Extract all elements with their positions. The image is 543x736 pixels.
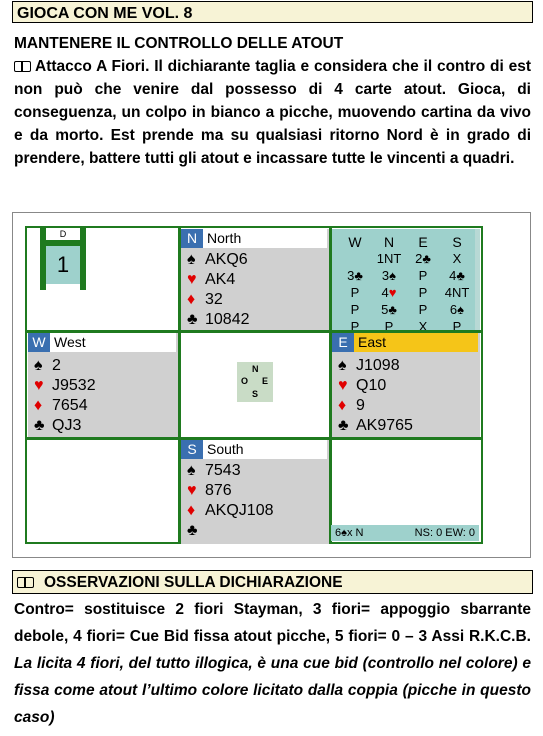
south-hand: [181, 440, 329, 544]
player-name-south: South: [207, 441, 244, 457]
west-hearts: J9532: [52, 377, 96, 394]
section-subtitle: MANTENERE IL CONTROLLO DELLE ATOUT: [14, 35, 344, 52]
seat-badge-north: N: [181, 229, 203, 248]
bid-cell: 1NT: [376, 251, 402, 266]
bid-cell: X: [418, 319, 428, 330]
intro-text: Attacco A Fiori. Il dichiarante taglia e considera che il contro di est non può che venire dal possesso di 4 carte atout. Gioca, di conseguenza, un colpo in bianco a picche, muovendo cartina da vivo e da morto. Est prende ma su qualsiasi ritorno Nord è in grado di prendere, battere tutti gli atout e incassare tutte le vincenti a quadri.: [14, 58, 531, 167]
spade-icon: ♠: [34, 357, 43, 374]
north-spades: AKQ6: [205, 251, 248, 268]
spade-icon: ♠: [187, 462, 196, 479]
book-icon: [14, 61, 31, 72]
seat-badge-east: E: [332, 333, 354, 352]
west-diamonds: 7654: [52, 397, 88, 414]
bid-cell: P: [452, 319, 462, 330]
compass-icon: [237, 362, 273, 402]
bid-cell: P: [384, 319, 394, 330]
heart-icon: ♥: [187, 482, 197, 499]
dealer-indicator: [40, 228, 86, 290]
observations-italic-text: La licita 4 fiori, del tutto illogica, è una cue bid (controllo nel colore) e fissa come atout l’ultimo colore licitato dalla coppia (picche in questo caso): [14, 655, 531, 726]
page-title: GIOCA CON ME VOL. 8: [12, 1, 533, 23]
diamond-icon: ♦: [187, 291, 196, 308]
player-name-north: North: [207, 230, 242, 246]
bid-cell: 4♣: [449, 268, 465, 283]
score-label: NS: 0 EW: 0: [414, 527, 475, 539]
seat-badge-west: W: [28, 333, 50, 352]
bid-cell: P: [350, 285, 360, 300]
north-hearts: AK4: [205, 271, 236, 288]
east-clubs: AK9765: [356, 417, 413, 434]
observations-header: [12, 570, 533, 594]
spade-icon: ♠: [338, 357, 347, 374]
bid-cell: 2♣: [415, 251, 431, 266]
board-number: 1: [46, 246, 80, 284]
observations-title: OSSERVAZIONI SULLA DICHIARAZIONE: [44, 574, 343, 591]
bid-cell: 5♣: [381, 302, 397, 317]
contract-bar: [331, 525, 479, 541]
heart-icon: ♥: [34, 377, 44, 394]
intro-paragraph: [14, 55, 531, 170]
bid-cell: [338, 250, 372, 267]
south-hearts: 876: [205, 482, 232, 499]
spade-icon: ♠: [187, 251, 196, 268]
club-icon: ♣: [338, 417, 349, 434]
north-diamonds: 32: [205, 291, 223, 308]
player-name-west: West: [54, 334, 86, 350]
west-spades: 2: [52, 357, 61, 374]
bid-cell: 3♣: [347, 268, 363, 283]
bid-cell: P: [418, 268, 428, 283]
compass-s: S: [252, 389, 259, 399]
seat-badge-south: S: [181, 440, 203, 459]
west-clubs: QJ3: [52, 417, 82, 434]
book-icon: [17, 577, 34, 588]
dealer-label: D: [40, 228, 86, 240]
diamond-icon: ♦: [187, 502, 196, 519]
heart-icon: ♥: [187, 271, 197, 288]
club-icon: ♣: [187, 522, 198, 539]
east-diamonds: 9: [356, 397, 365, 414]
bid-cell: P: [418, 285, 428, 300]
compass-n: N: [252, 364, 259, 374]
bid-cell: X: [452, 251, 462, 266]
compass-o: O: [241, 376, 249, 386]
west-hand: [28, 333, 178, 437]
bidding-scrollbar[interactable]: [475, 229, 480, 330]
south-spades: 7543: [205, 462, 241, 479]
east-spades: J1098: [356, 357, 400, 374]
south-diamonds: AKQJ108: [205, 502, 274, 519]
north-hand: [181, 229, 329, 330]
east-hearts: Q10: [356, 377, 387, 394]
club-icon: ♣: [187, 311, 198, 328]
bidding-header-e: E: [418, 233, 428, 250]
east-hand: [332, 333, 480, 437]
club-icon: ♣: [34, 417, 45, 434]
north-clubs: 10842: [205, 311, 250, 328]
compass-e: E: [262, 376, 269, 386]
bidding-header-n: N: [383, 233, 395, 250]
diamond-icon: ♦: [34, 397, 43, 414]
bidding-panel[interactable]: [332, 229, 480, 330]
bidding-header-s: S: [452, 233, 462, 250]
bid-cell: 4NT: [444, 285, 470, 300]
bid-cell: 4♥: [381, 285, 397, 300]
bid-cell: P: [418, 302, 428, 317]
bid-cell: P: [350, 319, 360, 330]
heart-icon: ♥: [338, 377, 348, 394]
bidding-header-w: W: [348, 233, 362, 250]
bid-cell: 6♠: [449, 302, 465, 317]
bid-cell: P: [350, 302, 360, 317]
observations-paragraph: [14, 596, 531, 731]
observations-text: Contro= sostituisce 2 fiori Stayman, 3 fiori= appoggio sbarrante debole, 4 fiori= Cue Bid fissa atout picche, 5 fiori= 0 – 3 Assi R.K.C.B.: [14, 601, 531, 645]
bid-cell: 3♠: [381, 268, 397, 283]
player-name-east: East: [358, 334, 387, 350]
contract-label: 6♠x N: [335, 527, 364, 539]
bidding-table: [338, 233, 474, 330]
diamond-icon: ♦: [338, 397, 347, 414]
